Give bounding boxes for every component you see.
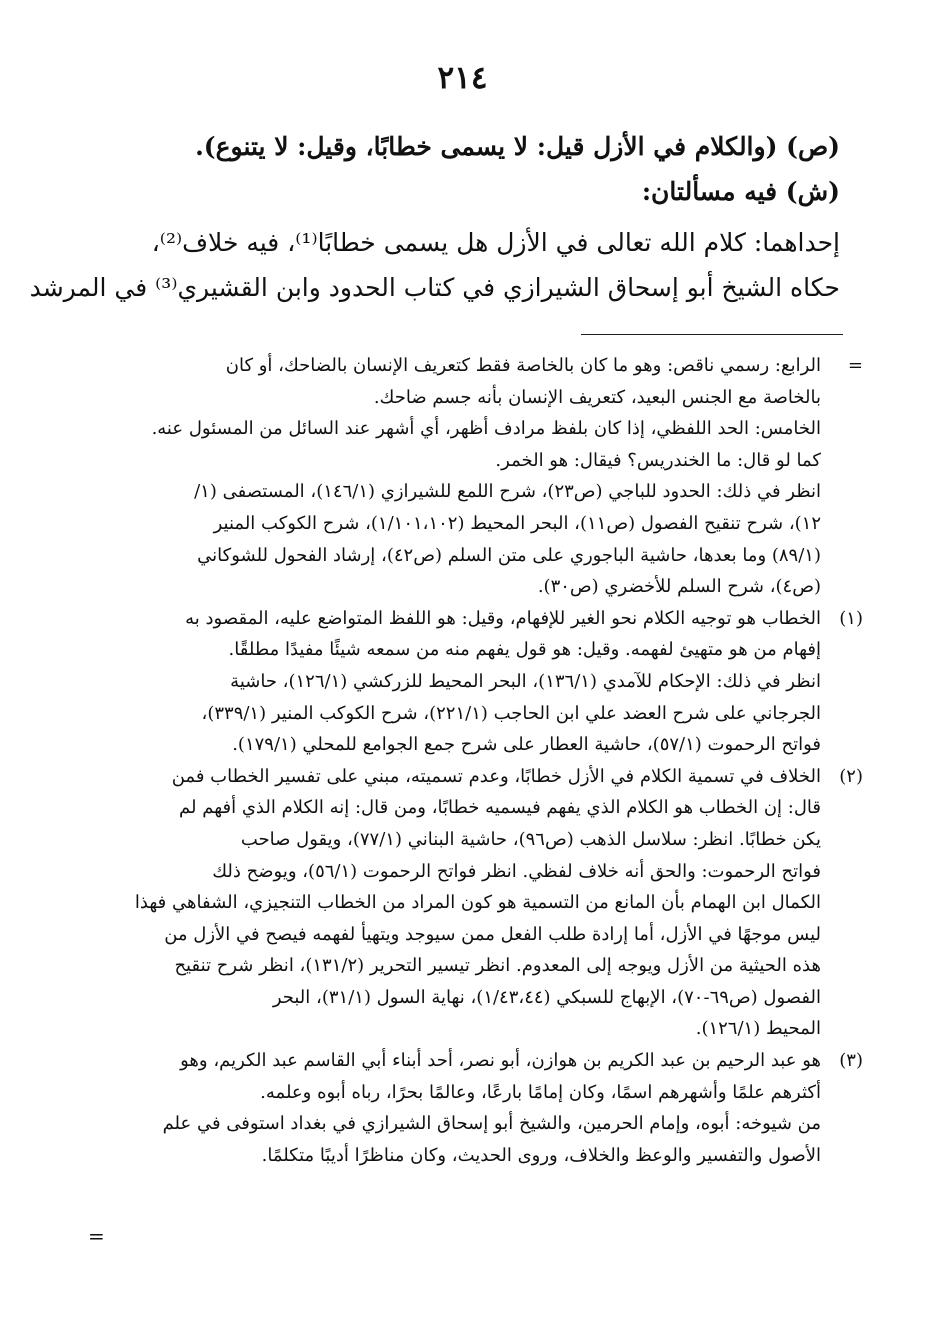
footnote-marker: (١) <box>839 607 863 629</box>
main-text-line-1: (ص) (والكلام في الأزل قيل: لا يسمى خطابًا، وقيل: لا يتنوع). <box>195 132 840 161</box>
footnote-line: فواتح الرحموت (٥٧/١)، حاشية العطار على شرح جمع الجوامع للمحلي (١٧٩/١). <box>232 734 821 756</box>
main-text-line-2: (ش) فيه مسألتان: <box>641 177 840 206</box>
main-text <box>29 124 840 310</box>
main-text-line-4: حكاه الشيخ أبو إسحاق الشيرازي في كتاب الحدود وابن القشيري⁽³⁾ في المرشد <box>29 273 840 302</box>
footnote-line: يكن خطابًا. انظر: سلاسل الذهب (ص٩٦)، حاشية البناني (٧٧/١)، ويقول صاحب <box>240 828 821 850</box>
footnote-line: من شيوخه: أبوه، وإمام الحرمين، والشيخ أبو إسحاق الشيرازي في بغداد استوفى في علم <box>162 1113 821 1135</box>
footnote-line: انظر في ذلك: الحدود للباجي (ص٢٣)، شرح اللمع للشيرازي (١٤٦/١)، المستصفى (١/ <box>194 481 821 503</box>
footnote-marker: (٢) <box>839 765 863 787</box>
footnote-1 <box>63 603 863 761</box>
footnote-marker: (٣) <box>839 1050 863 1072</box>
footnote-line: أكثرهم علمًا وأشهرهم اسمًا، وكان إمامًا بارعًا، وعالمًا بحرًا، رباه أبوه وعلمه. <box>260 1081 821 1103</box>
footnote-line: انظر في ذلك: الإحكام للآمدي (١٣٦/١)، البحر المحيط للزركشي (١٢٦/١)، حاشية <box>230 670 821 692</box>
footnote-line: ليس موجهًا في الأزل، أما إرادة طلب الفعل ممن سيوجد ويتهيأ لفهمه فيصح في الأزل من <box>164 923 821 945</box>
footnote-line: الخلاف في تسمية الكلام في الأزل خطابًا، وعدم تسميته، مبني على تفسير الخطاب فمن <box>171 765 821 787</box>
footnote-line: الأصول والتفسير والوعظ والخلاف، وروى الحديث، وكان مناظرًا أديبًا متكلمًا. <box>261 1144 821 1166</box>
page-number: ٢١٤ <box>437 60 488 96</box>
footnote-line: الجرجاني على شرح العضد علي ابن الحاجب (٢٢١/١)، شرح الكوكب المنير (٣٣٩/١)، <box>201 702 821 724</box>
footnote-line: الرابع: رسمي ناقص: وهو ما كان بالخاصة فقط كتعريف الإنسان بالضاحك، أو كان <box>225 355 821 376</box>
footnote-3 <box>63 1045 863 1171</box>
footnote-line: الخامس: الحد اللفظي، إذا كان بلفظ مرادف أظهر، أي أشهر عند السائل من المسئول عنه. <box>151 418 821 440</box>
footnote-line: قال: إن الخطاب هو الكلام الذي يفهم فيسميه خطابًا، ومن قال: إنه الكلام الذي أفهم لم <box>179 797 821 819</box>
footnote-line: (٨٩/١) وما بعدها، حاشية الباجوري على متن السلم (ص٤٢)، إرشاد الفحول للشوكاني <box>197 544 821 566</box>
footnote-line: هو عبد الرحيم بن عبد الكريم بن هوازن، أبو نصر، أحد أبناء أبي القاسم عبد الكريم، وهو <box>180 1050 821 1072</box>
footnote-line: الفصول (ص٦٩-٧٠)، الإبهاج للسبكي (١/٤٣،٤٤)، نهاية السول (٣١/١)، البحر <box>272 986 821 1008</box>
footnote-line: (ص٤)، شرح السلم للأخضري (ص٣٠). <box>537 576 821 598</box>
footnote-line: هذه الحيثية من الأزل ويوجه إلى المعدوم. انظر تيسير التحرير (١٣١/٢)، انظر شرح تنقيح <box>174 955 821 977</box>
footnote-marker: = <box>847 355 863 376</box>
footnotes <box>63 350 863 1171</box>
footnote-2 <box>63 761 863 1045</box>
footnote-line: الكمال ابن الهمام بأن المانع من التسمية هو كون المراد من الخطاب التنجيزي، الشفاهي فهذا <box>134 892 821 914</box>
continuation-mark: = <box>88 1224 105 1248</box>
footnote-line: إفهام من هو متهيئ لفهمه. وقيل: هو قول يفهم منه من سمعه شيئًا مفيدًا مطلقًا. <box>228 639 821 661</box>
footnote-line: كما لو قال: ما الخندريس؟ فيقال: هو الخمر. <box>495 449 821 471</box>
footnote-line: الخطاب هو توجيه الكلام نحو الغير للإفهام، وقيل: هو اللفظ المتواضع عليه، المقصود به <box>185 607 821 629</box>
footnote-line: المحيط (١٢٦/١). <box>695 1018 821 1040</box>
footnote-line: ١٢)، شرح تنقيح الفصول (ص١١)، البحر المحيط (١/١٠١،١٠٢)، شرح الكوكب المنير <box>213 512 821 534</box>
footnote-divider <box>581 334 843 335</box>
footnote-continuation <box>63 350 863 603</box>
footnote-line: بالخاصة مع الجنس البعيد، كتعريف الإنسان بأنه جسم ضاحك. <box>373 386 821 408</box>
footnote-line: فواتح الرحموت: والحق أنه خلاف لفظي. انظر فواتح الرحموت (٥٦/١)، ويوضح ذلك <box>212 860 821 882</box>
main-text-line-3: إحداهما: كلام الله تعالى في الأزل هل يسمى خطابًا⁽¹⁾، فيه خلاف⁽²⁾، <box>151 228 840 257</box>
